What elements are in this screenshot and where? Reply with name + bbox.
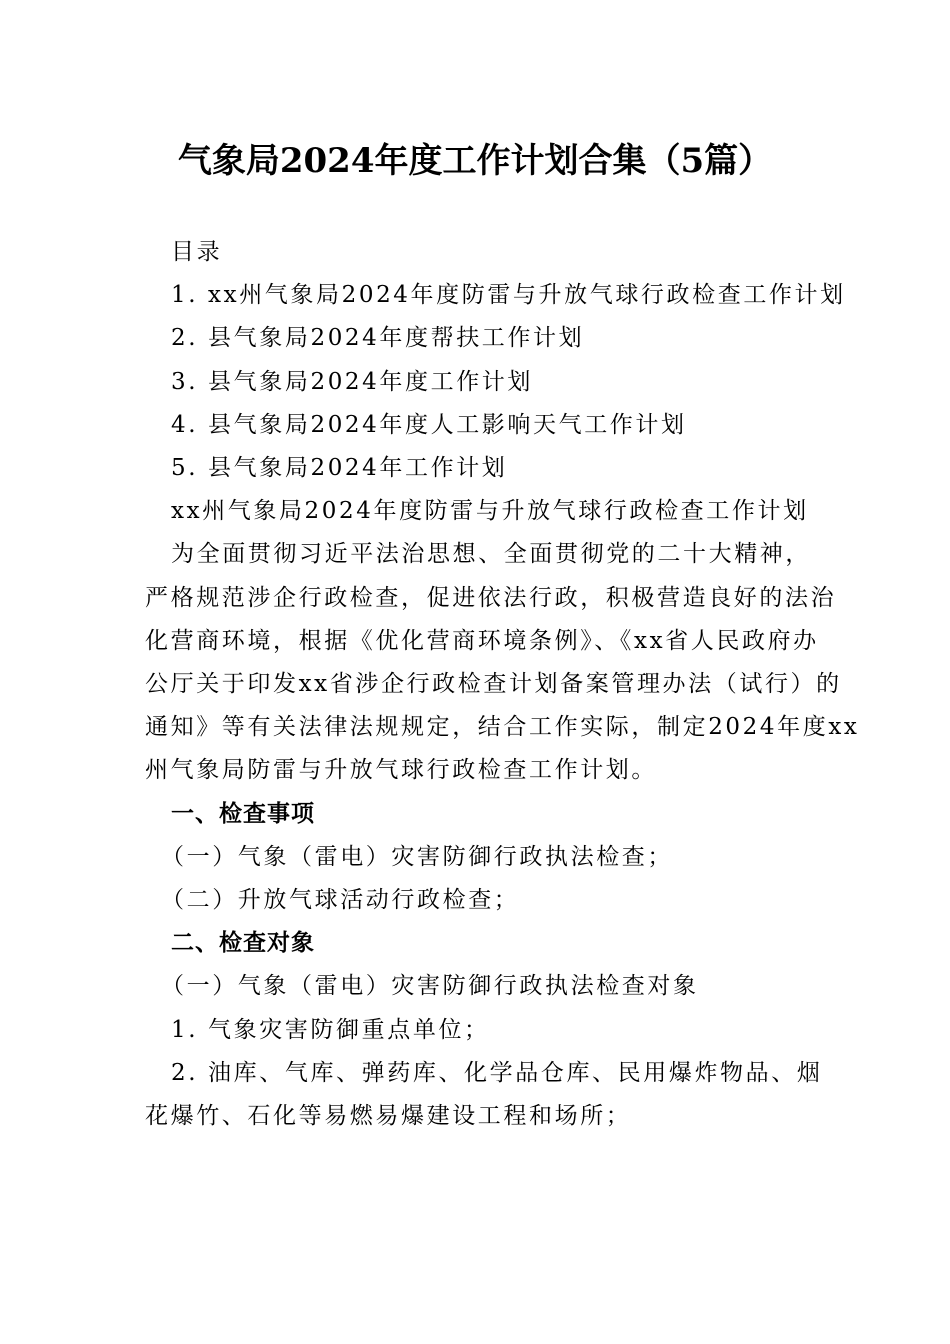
heading-inspection-items: 一、检查事项	[171, 800, 315, 827]
object-item-2: 2. 油库、气库、弹药库、化学品仓库、民用爆炸物品、烟	[171, 1059, 823, 1086]
toc-item-5: 5. 县气象局2024年工作计划	[171, 455, 508, 482]
sub-heading-objects: （一）气象（雷电）灾害防御行政执法检查对象	[161, 973, 699, 1000]
inspection-item-1: （一）气象（雷电）灾害防御行政执法检查；	[161, 843, 673, 870]
document-body	[145, 231, 860, 1138]
section-subtitle: xx州气象局2024年度防雷与升放气球行政检查工作计划	[171, 498, 809, 525]
object-item-2-cont: 花爆竹、石化等易燃易爆建设工程和场所；	[145, 1103, 632, 1130]
heading-inspection-objects: 二、检查对象	[171, 930, 315, 957]
intro-line-5: 通知》等有关法律法规规定，结合工作实际，制定2024年度xx	[145, 714, 860, 741]
intro-line-3: 化营商环境，根据《优化营商环境条例》、《xx省人民政府办	[145, 627, 819, 654]
intro-line-2: 严格规范涉企行政检查，促进依法行政，积极营造良好的法治	[145, 584, 837, 611]
toc-item-2: 2. 县气象局2024年度帮扶工作计划	[171, 325, 585, 352]
intro-line-4: 公厅关于印发xx省涉企行政检查计划备案管理办法（试行）的	[145, 671, 842, 698]
document-title: 气象局2024年度工作计划合集（5篇）	[177, 141, 773, 181]
object-item-1: 1. 气象灾害防御重点单位；	[171, 1016, 490, 1043]
toc-item-3: 3. 县气象局2024年度工作计划	[171, 368, 533, 395]
toc-item-4: 4. 县气象局2024年度人工影响天气工作计划	[171, 411, 687, 438]
intro-line-1: 为全面贯彻习近平法治思想、全面贯彻党的二十大精神，	[171, 541, 811, 568]
inspection-item-2: （二）升放气球活动行政检查；	[161, 887, 520, 914]
toc-label: 目录	[171, 239, 223, 265]
intro-line-6: 州气象局防雷与升放气球行政检查工作计划。	[145, 757, 657, 784]
toc-item-1: 1. xx州气象局2024年度防雷与升放气球行政检查工作计划	[171, 282, 846, 309]
